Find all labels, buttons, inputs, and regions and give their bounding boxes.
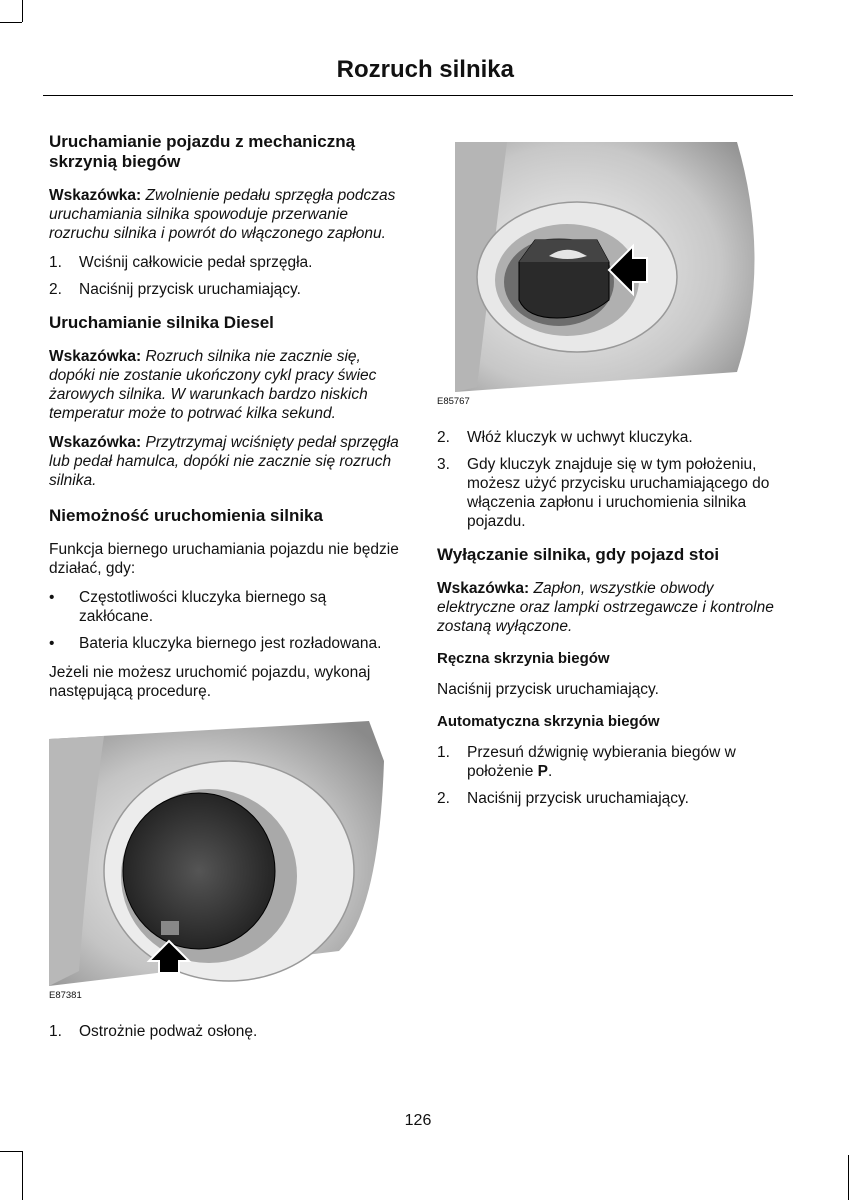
- figure-caption: E85767: [437, 396, 470, 407]
- step-number: 1.: [49, 254, 62, 271]
- section-heading: Uruchamianie pojazdu z mechaniczną skrzynią biegów: [49, 132, 356, 171]
- crop-mark: [22, 0, 23, 22]
- note-label: Wskazówka:: [437, 580, 530, 597]
- illustration-key-holder: [437, 142, 772, 392]
- bullet-list: [49, 588, 404, 653]
- illustration-cover: [49, 721, 384, 986]
- bullet-mark: •: [49, 635, 55, 652]
- paragraph: Jeżeli nie możesz uruchomić pojazdu, wykonaj następującą procedurę.: [49, 664, 371, 700]
- list-item: [49, 634, 404, 653]
- figure-key-holder: [437, 142, 787, 408]
- section-heading: Niemożność uruchomienia silnika: [49, 506, 323, 525]
- note: [49, 433, 404, 490]
- list-item: [49, 588, 404, 626]
- steps-list: [49, 1022, 404, 1041]
- note-text: Przytrzymaj wciśnięty pedał sprzęgła lub pedał hamulca, dopóki nie zacznie się rozruch silnika.: [49, 434, 399, 489]
- figure-caption: E87381: [49, 990, 82, 1001]
- note: [49, 186, 404, 243]
- crop-mark: [22, 1151, 23, 1200]
- note-label: Wskazówka:: [49, 434, 142, 451]
- bullet-text: Częstotliwości kluczyka biernego są zakłócane.: [79, 589, 327, 625]
- step-text: Włóż kluczyk w uchwyt kluczyka.: [467, 429, 693, 446]
- left-column: [49, 132, 404, 1051]
- note-text: Zwolnienie pedału sprzęgła podczas uruchamiania silnika spowoduje przerwanie rozruchu silnika i powrót do włączonego zapłonu.: [49, 187, 396, 242]
- list-item: [437, 428, 792, 447]
- list-item: [437, 455, 792, 531]
- step-number: 1.: [437, 744, 450, 761]
- step-text: Wciśnij całkowicie pedał sprzęgła.: [79, 254, 313, 271]
- note-label: Wskazówka:: [49, 348, 142, 365]
- step-text: Naciśnij przycisk uruchamiający.: [467, 790, 689, 807]
- steps-list: [437, 428, 792, 531]
- step-text: Gdy kluczyk znajduje się w tym położeniu, możesz użyć przycisku uruchamiającego do włączenia zapłonu i uruchomienia silnika pojazdu.: [467, 456, 770, 530]
- list-item: [49, 253, 404, 272]
- header-divider: [43, 95, 793, 96]
- note-text: Rozruch silnika nie zacznie się, dopóki nie zostanie ukończony cykl pracy świec żarowych silnika. W warunkach bardzo niskich temperatur może to potrwać kilka sekund.: [49, 348, 377, 422]
- section-heading: Uruchamianie silnika Diesel: [49, 313, 274, 332]
- list-item: [437, 789, 792, 808]
- subsection-heading: Ręczna skrzynia biegów: [437, 650, 610, 667]
- crop-mark: [0, 22, 22, 23]
- list-item: [49, 1022, 404, 1041]
- crop-mark: [0, 1151, 22, 1152]
- paragraph: Funkcja biernego uruchamiania pojazdu nie będzie działać, gdy:: [49, 541, 399, 577]
- step-text: Ostrożnie podważ osłonę.: [79, 1023, 258, 1040]
- step-text-part: Przesuń dźwignię wybierania biegów w położenie: [467, 744, 736, 780]
- crop-mark: [848, 1155, 849, 1200]
- gear-position: P: [537, 763, 549, 780]
- right-column: [437, 132, 792, 818]
- subsection-heading: Automatyczna skrzynia biegów: [437, 713, 660, 730]
- page-title-text: Rozruch silnika: [336, 56, 514, 83]
- page-number: 126: [404, 1112, 432, 1129]
- paragraph: Naciśnij przycisk uruchamiający.: [437, 681, 659, 698]
- list-item: [49, 280, 404, 299]
- section-heading: Wyłączanie silnika, gdy pojazd stoi: [437, 545, 720, 564]
- step-number: 2.: [49, 281, 62, 298]
- step-number: 2.: [437, 429, 450, 446]
- list-item: [437, 743, 792, 781]
- steps-list: [437, 743, 792, 808]
- note: [437, 579, 792, 636]
- step-text-end: .: [548, 763, 553, 780]
- bullet-text: Bateria kluczyka biernego jest rozładowana.: [79, 635, 382, 652]
- step-number: 1.: [49, 1023, 62, 1040]
- figure-cover-removal: [49, 721, 399, 1002]
- step-text: Naciśnij przycisk uruchamiający.: [79, 281, 301, 298]
- bullet-mark: •: [49, 589, 55, 606]
- steps-list: [49, 253, 404, 299]
- step-number: 3.: [437, 456, 450, 473]
- note-text: Zapłon, wszystkie obwody elektryczne oraz lampki ostrzegawcze i kontrolne zostaną wyłączone.: [437, 580, 774, 635]
- note-label: Wskazówka:: [49, 187, 142, 204]
- note: [49, 347, 404, 423]
- step-text: [467, 743, 792, 781]
- step-number: 2.: [437, 790, 450, 807]
